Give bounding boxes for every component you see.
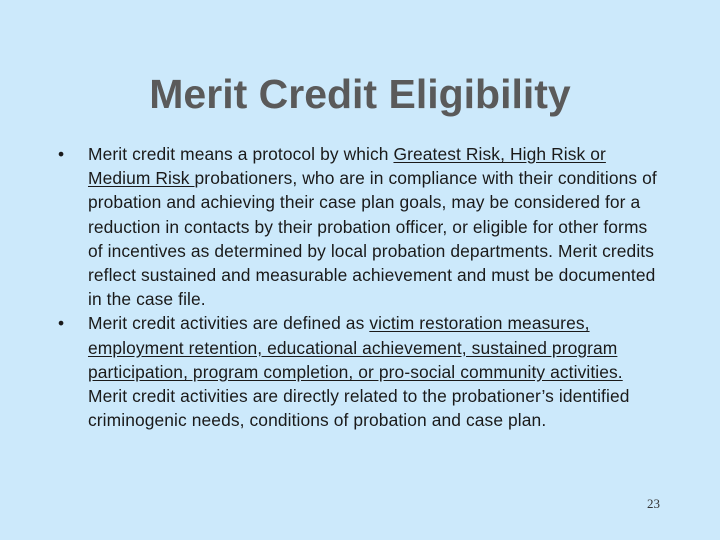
- bullet-text-pre: Merit credit means a protocol by which: [88, 144, 394, 164]
- bullet-list: [58, 142, 664, 432]
- slide-title: Merit Credit Eligibility: [149, 71, 571, 117]
- bullet-item: [58, 142, 664, 311]
- bullet-text-underlined: victim restoration measures, employment retention, educational achievement, sustained program participation, program completion, or pro-social community activities.: [88, 313, 623, 382]
- bullet-text-post: probationers, who are in compliance with their conditions of probation and achieving their case plan goals, may be considered for a reduction in contacts by their probation officer, or eligible for other forms of incentives as determined by local probation departments. Merit credits reflect sustained and measurable achievement and must be documented in the case file.: [88, 168, 657, 310]
- bullet-text-pre: Merit credit activities are defined as: [88, 313, 370, 334]
- bullet-marker: •: [58, 144, 65, 164]
- page-number: 23: [647, 496, 660, 511]
- bullet-text-post: Merit credit activities are directly related to the probationer’s identified criminogenic needs, conditions of probation and case plan.: [88, 386, 630, 431]
- bullet-marker: •: [58, 313, 65, 334]
- bullet-text-underlined: Greatest Risk, High Risk or Medium Risk: [88, 144, 606, 189]
- bullet-item: [58, 311, 664, 432]
